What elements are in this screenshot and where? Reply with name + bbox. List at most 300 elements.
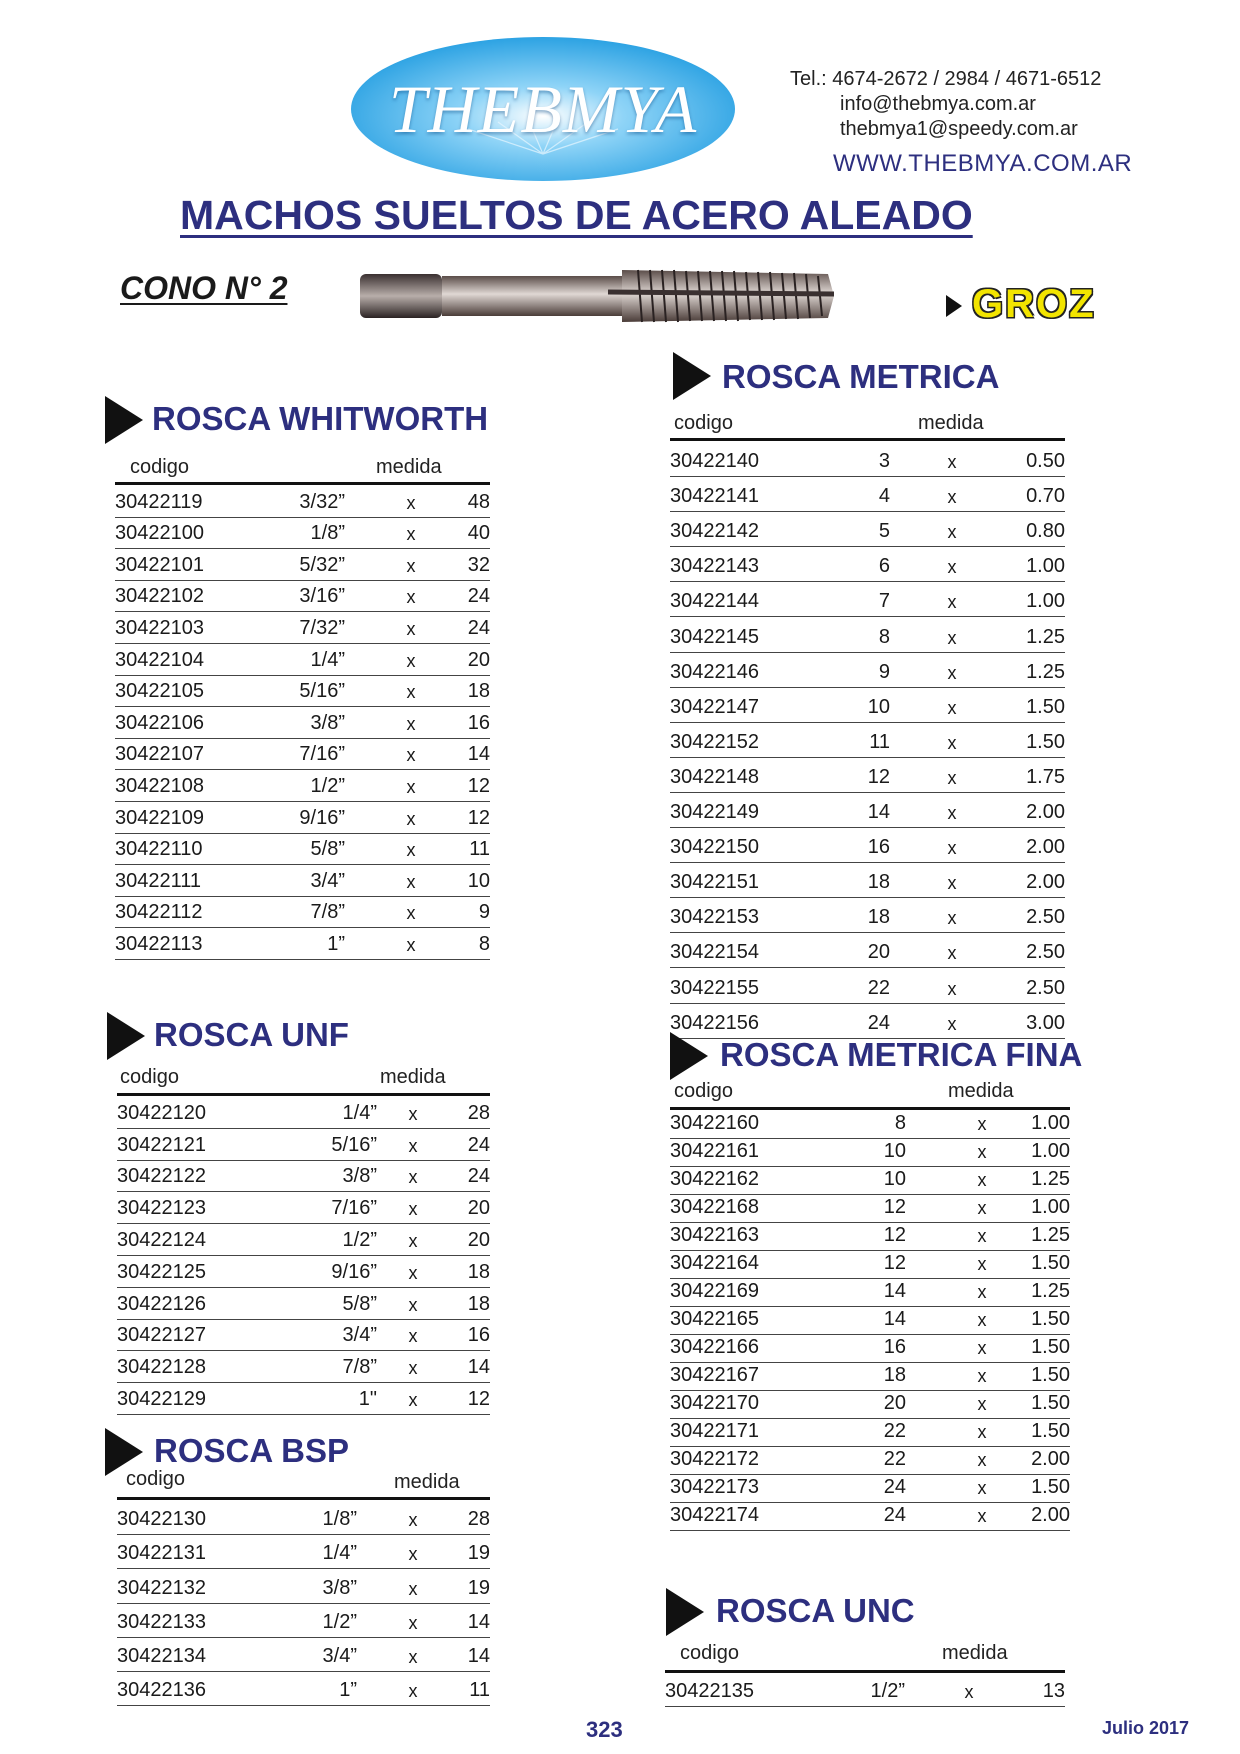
- separator-x: x: [947, 978, 957, 999]
- size-value: 16: [883, 1336, 906, 1358]
- product-code: 30422145: [670, 625, 759, 648]
- size-value: 7: [878, 590, 890, 613]
- separator-x: x: [977, 1506, 987, 1526]
- pitch-value: 1.50: [1026, 695, 1065, 718]
- pitch-value: 1.75: [1026, 765, 1065, 788]
- table-row: [115, 549, 490, 581]
- col-header-codigo: codigo: [674, 1080, 733, 1102]
- table-row: [670, 653, 1065, 688]
- product-code: 30422101: [115, 553, 204, 576]
- table-row: [670, 1335, 1070, 1363]
- table-row: [115, 518, 490, 550]
- pitch-value: 1.50: [1031, 1392, 1070, 1414]
- table-row: [670, 723, 1065, 758]
- product-code: 30422171: [670, 1420, 759, 1442]
- product-code: 30422141: [670, 485, 759, 508]
- table-row: [117, 1097, 490, 1129]
- page-number: 323: [586, 1717, 623, 1742]
- product-code: 30422127: [117, 1324, 206, 1347]
- pitch-value: 1.00: [1031, 1112, 1070, 1134]
- size-value: 9/16”: [331, 1260, 377, 1283]
- product-code: 30422149: [670, 801, 759, 824]
- pitch-value: 18: [467, 680, 490, 703]
- product-code: 30422161: [670, 1140, 759, 1162]
- header-rule: [117, 1497, 490, 1500]
- product-code: 30422128: [117, 1356, 206, 1379]
- product-code: 30422163: [670, 1224, 759, 1246]
- brand-arrow-icon: [946, 295, 962, 317]
- separator-x: x: [947, 592, 957, 613]
- pitch-value: 28: [467, 1508, 490, 1531]
- pitch-value: 13: [1042, 1680, 1065, 1702]
- pitch-value: 20: [467, 1228, 490, 1251]
- product-code: 30422106: [115, 711, 204, 734]
- size-value: 14: [867, 801, 890, 824]
- product-code: 30422140: [670, 450, 759, 473]
- separator-x: x: [406, 745, 416, 766]
- size-value: 1/2”: [342, 1228, 377, 1251]
- table-row: [117, 1129, 490, 1161]
- table-row: [115, 834, 490, 866]
- product-code: 30422153: [670, 906, 759, 929]
- separator-x: x: [408, 1578, 418, 1599]
- tap-image: [358, 252, 834, 340]
- separator-x: x: [977, 1394, 987, 1414]
- table-metrica: [670, 442, 1065, 1039]
- separator-x: x: [406, 776, 416, 797]
- header-rule: [665, 1670, 1065, 1673]
- table-whitworth: [115, 486, 490, 960]
- pitch-value: 28: [467, 1101, 490, 1124]
- size-value: 10: [883, 1140, 906, 1162]
- separator-x: x: [947, 732, 957, 753]
- table-row: [117, 1569, 490, 1603]
- product-code: 30422143: [670, 555, 759, 578]
- cono-label: CONO N° 2: [120, 270, 288, 306]
- table-bsp: [117, 1501, 490, 1706]
- pitch-value: 1.50: [1031, 1364, 1070, 1386]
- separator-x: x: [406, 840, 416, 861]
- table-row: [670, 1447, 1070, 1475]
- separator-x: x: [977, 1310, 987, 1330]
- table-row: [670, 1004, 1065, 1039]
- table-row: [670, 1139, 1070, 1167]
- table-row: [670, 898, 1065, 933]
- table-row: [115, 770, 490, 802]
- pitch-value: 0.80: [1026, 520, 1065, 543]
- header-rule: [670, 1107, 1070, 1110]
- table-row: [115, 676, 490, 708]
- product-code: 30422147: [670, 695, 759, 718]
- pitch-value: 0.70: [1026, 485, 1065, 508]
- product-code: 30422105: [115, 680, 204, 703]
- pitch-value: 1.00: [1026, 555, 1065, 578]
- section-title-unc: ROSCA UNC: [716, 1592, 915, 1629]
- separator-x: x: [406, 524, 416, 545]
- table-unf: [117, 1097, 490, 1415]
- pitch-value: 19: [467, 1576, 490, 1599]
- separator-x: x: [406, 587, 416, 608]
- product-code: 30422150: [670, 836, 759, 859]
- table-row: [670, 793, 1065, 828]
- size-value: 5/16”: [299, 680, 345, 703]
- pitch-value: 40: [467, 522, 490, 545]
- table-row: [670, 933, 1065, 968]
- size-value: 24: [867, 1011, 890, 1034]
- separator-x: x: [408, 1262, 418, 1283]
- product-code: 30422166: [670, 1336, 759, 1358]
- size-value: 22: [883, 1448, 906, 1470]
- table-row: [115, 928, 490, 960]
- table-row: [670, 1279, 1070, 1307]
- table-row: [670, 1503, 1070, 1531]
- separator-x: x: [408, 1135, 418, 1156]
- section-title-metrica-fina: ROSCA METRICA FINA: [720, 1036, 1083, 1073]
- separator-x: x: [408, 1294, 418, 1315]
- product-code: 30422125: [117, 1260, 206, 1283]
- size-value: 9/16”: [299, 806, 345, 829]
- pitch-value: 1.50: [1031, 1476, 1070, 1498]
- size-value: 10: [867, 695, 890, 718]
- separator-x: x: [977, 1450, 987, 1470]
- col-header-medida: medida: [918, 412, 984, 434]
- separator-x: x: [408, 1167, 418, 1188]
- separator-x: x: [947, 767, 957, 788]
- pitch-value: 24: [467, 585, 490, 608]
- size-value: 7/8”: [342, 1356, 377, 1379]
- pitch-value: 11: [469, 838, 490, 861]
- size-value: 1/2”: [310, 774, 345, 797]
- pitch-value: 1.25: [1031, 1224, 1070, 1246]
- table-row: [670, 968, 1065, 1003]
- website-link[interactable]: WWW.THEBMYA.COM.AR: [833, 150, 1133, 177]
- pitch-value: 1.50: [1031, 1252, 1070, 1274]
- size-value: 1/2”: [870, 1680, 905, 1702]
- separator-x: x: [947, 557, 957, 578]
- product-code: 30422131: [117, 1542, 206, 1565]
- product-code: 30422170: [670, 1392, 759, 1414]
- pitch-value: 24: [467, 1133, 490, 1156]
- product-code: 30422154: [670, 941, 759, 964]
- pitch-value: 14: [467, 1610, 490, 1633]
- brand-logo: [348, 34, 738, 184]
- size-value: 22: [883, 1420, 906, 1442]
- size-value: 18: [867, 906, 890, 929]
- size-value: 11: [869, 730, 890, 753]
- table-row: [117, 1161, 490, 1193]
- size-value: 14: [883, 1280, 906, 1302]
- table-row: [117, 1288, 490, 1320]
- separator-x: x: [977, 1478, 987, 1498]
- page-title: MACHOS SUELTOS DE ACERO ALEADO: [180, 192, 973, 238]
- table-unc: [665, 1674, 1065, 1707]
- table-row: [670, 1167, 1070, 1195]
- col-header-medida: medida: [376, 456, 442, 478]
- size-value: 8: [894, 1112, 906, 1134]
- product-code: 30422110: [115, 838, 203, 861]
- pitch-value: 2.00: [1031, 1504, 1070, 1526]
- product-code: 30422122: [117, 1165, 206, 1188]
- col-header-medida: medida: [380, 1066, 446, 1088]
- table-row: [670, 828, 1065, 863]
- separator-x: x: [964, 1682, 974, 1702]
- table-row: [670, 1223, 1070, 1251]
- separator-x: x: [977, 1226, 987, 1246]
- table-row: [117, 1604, 490, 1638]
- product-code: 30422123: [117, 1197, 206, 1220]
- col-header-codigo: codigo: [680, 1642, 739, 1664]
- pitch-value: 2.50: [1026, 941, 1065, 964]
- pitch-value: 1.00: [1031, 1196, 1070, 1218]
- pitch-value: 16: [467, 1324, 490, 1347]
- size-value: 12: [883, 1196, 906, 1218]
- product-code: 30422134: [117, 1644, 206, 1667]
- separator-x: x: [977, 1198, 987, 1218]
- size-value: 24: [883, 1476, 906, 1498]
- separator-x: x: [406, 934, 416, 955]
- email-link[interactable]: info@thebmya.com.ar: [840, 93, 1036, 115]
- size-value: 1”: [339, 1679, 357, 1702]
- section-arrow-icon: [107, 1012, 145, 1060]
- separator-x: x: [406, 903, 416, 924]
- separator-x: x: [977, 1142, 987, 1162]
- pitch-value: 0.50: [1026, 450, 1065, 473]
- separator-x: x: [947, 627, 957, 648]
- header-rule: [115, 482, 490, 485]
- size-value: 9: [878, 660, 890, 683]
- separator-x: x: [977, 1114, 987, 1134]
- table-row: [670, 1111, 1070, 1139]
- product-code: 30422155: [670, 976, 759, 999]
- separator-x: x: [408, 1199, 418, 1220]
- table-row: [117, 1192, 490, 1224]
- table-row: [117, 1351, 490, 1383]
- section-title-whitworth: ROSCA WHITWORTH: [152, 400, 489, 437]
- product-code: 30422162: [670, 1168, 759, 1190]
- product-code: 30422108: [115, 774, 204, 797]
- table-row: [670, 1475, 1070, 1503]
- size-value: 5/16”: [331, 1133, 377, 1156]
- product-code: 30422121: [117, 1133, 206, 1156]
- product-code: 30422113: [115, 932, 203, 955]
- product-code: 30422133: [117, 1610, 206, 1633]
- product-code: 30422120: [117, 1101, 206, 1124]
- size-value: 7/16”: [299, 743, 345, 766]
- pitch-value: 18: [467, 1292, 490, 1315]
- separator-x: x: [947, 697, 957, 718]
- size-value: 18: [867, 871, 890, 894]
- pitch-value: 32: [467, 553, 490, 576]
- table-row: [670, 477, 1065, 512]
- pitch-value: 16: [467, 711, 490, 734]
- section-arrow-icon: [105, 396, 143, 444]
- product-code: 30422100: [115, 522, 204, 545]
- pitch-value: 24: [467, 1165, 490, 1188]
- table-row: [665, 1674, 1065, 1707]
- separator-x: x: [406, 682, 416, 703]
- size-value: 3/16”: [299, 585, 345, 608]
- separator-x: x: [947, 452, 957, 473]
- size-value: 4: [878, 485, 890, 508]
- pitch-value: 20: [467, 648, 490, 671]
- size-value: 1/4”: [342, 1101, 377, 1124]
- col-header-codigo: codigo: [120, 1066, 179, 1088]
- section-arrow-icon: [666, 1588, 704, 1636]
- product-code: 30422169: [670, 1280, 759, 1302]
- product-code: 30422165: [670, 1308, 759, 1330]
- size-value: 7/8”: [310, 901, 345, 924]
- size-value: 3/8”: [342, 1165, 377, 1188]
- size-value: 7/32”: [299, 616, 345, 639]
- section-title-unf: ROSCA UNF: [154, 1016, 349, 1053]
- separator-x: x: [947, 1013, 957, 1034]
- tap-tool-icon: [358, 252, 834, 340]
- separator-x: x: [406, 808, 416, 829]
- product-code: 30422142: [670, 520, 759, 543]
- table-row: [115, 739, 490, 771]
- pitch-value: 1.25: [1026, 660, 1065, 683]
- product-code: 30422152: [670, 730, 759, 753]
- size-value: 12: [883, 1224, 906, 1246]
- product-code: 30422130: [117, 1508, 206, 1531]
- product-code: 30422168: [670, 1196, 759, 1218]
- size-value: 1": [358, 1387, 377, 1410]
- separator-x: x: [408, 1681, 418, 1702]
- table-row: [670, 758, 1065, 793]
- size-value: 16: [867, 836, 890, 859]
- size-value: 3/8”: [310, 711, 345, 734]
- table-row: [670, 1195, 1070, 1223]
- product-code: 30422111: [115, 869, 202, 892]
- table-row: [670, 688, 1065, 723]
- separator-x: x: [977, 1422, 987, 1442]
- size-value: 3: [878, 450, 890, 473]
- separator-x: x: [947, 522, 957, 543]
- size-value: 18: [883, 1364, 906, 1386]
- table-row: [117, 1256, 490, 1288]
- size-value: 1/4”: [322, 1542, 357, 1565]
- product-code: 30422160: [670, 1112, 759, 1134]
- table-row: [670, 1251, 1070, 1279]
- col-header-medida: medida: [948, 1080, 1014, 1102]
- size-value: 1”: [327, 932, 345, 955]
- table-row: [115, 707, 490, 739]
- separator-x: x: [408, 1230, 418, 1251]
- product-code: 30422112: [115, 901, 203, 924]
- pitch-value: 12: [467, 774, 490, 797]
- size-value: 1/4”: [310, 648, 345, 671]
- pitch-value: 2.50: [1026, 906, 1065, 929]
- table-row: [117, 1672, 490, 1706]
- product-code: 30422136: [117, 1679, 206, 1702]
- size-value: 3/4”: [342, 1324, 377, 1347]
- separator-x: x: [408, 1358, 418, 1379]
- product-code: 30422144: [670, 590, 759, 613]
- size-value: 14: [883, 1308, 906, 1330]
- product-code: 30422135: [665, 1680, 754, 1702]
- col-header-medida: medida: [942, 1642, 1008, 1664]
- table-row: [117, 1501, 490, 1535]
- size-value: 12: [883, 1252, 906, 1274]
- pitch-value: 24: [467, 616, 490, 639]
- pitch-value: 2.00: [1026, 871, 1065, 894]
- separator-x: x: [408, 1544, 418, 1565]
- separator-x: x: [408, 1646, 418, 1667]
- pitch-value: 2.50: [1026, 976, 1065, 999]
- header-rule: [670, 438, 1065, 441]
- table-row: [115, 644, 490, 676]
- separator-x: x: [947, 908, 957, 929]
- table-row: [117, 1383, 490, 1415]
- size-value: 20: [867, 941, 890, 964]
- email-link-secondary[interactable]: thebmya1@speedy.com.ar: [840, 118, 1078, 140]
- pitch-value: 1.50: [1026, 730, 1065, 753]
- product-code: 30422174: [670, 1504, 759, 1526]
- product-code: 30422104: [115, 648, 204, 671]
- separator-x: x: [406, 713, 416, 734]
- size-value: 1/8”: [322, 1508, 357, 1531]
- table-metrica-fina: [670, 1111, 1070, 1531]
- separator-x: x: [947, 662, 957, 683]
- product-code: 30422151: [670, 871, 759, 894]
- size-value: 8: [878, 625, 890, 648]
- section-arrow-icon: [673, 352, 711, 400]
- product-code: 30422164: [670, 1252, 759, 1274]
- table-row: [670, 1391, 1070, 1419]
- pitch-value: 10: [467, 869, 490, 892]
- pitch-value: 12: [467, 806, 490, 829]
- pitch-value: 48: [467, 490, 490, 513]
- table-row: [115, 486, 490, 518]
- product-code: 30422107: [115, 743, 204, 766]
- separator-x: x: [977, 1254, 987, 1274]
- pitch-value: 14: [467, 1356, 490, 1379]
- size-value: 6: [878, 555, 890, 578]
- product-code: 30422173: [670, 1476, 759, 1498]
- separator-x: x: [408, 1389, 418, 1410]
- header-rule: [117, 1093, 490, 1096]
- product-code: 30422119: [115, 490, 203, 513]
- pitch-value: 20: [467, 1197, 490, 1220]
- pitch-value: 18: [467, 1260, 490, 1283]
- table-row: [115, 802, 490, 834]
- size-value: 24: [883, 1504, 906, 1526]
- product-code: 30422124: [117, 1228, 206, 1251]
- separator-x: x: [408, 1510, 418, 1531]
- brand-name: GROZ: [972, 282, 1096, 326]
- table-row: [670, 1419, 1070, 1447]
- table-row: [115, 897, 490, 929]
- table-row: [115, 865, 490, 897]
- size-value: 3/4”: [310, 869, 345, 892]
- separator-x: x: [947, 873, 957, 894]
- table-row: [670, 1307, 1070, 1335]
- table-row: [670, 1363, 1070, 1391]
- size-value: 22: [867, 976, 890, 999]
- pitch-value: 14: [467, 743, 490, 766]
- table-row: [670, 863, 1065, 898]
- product-code: 30422109: [115, 806, 204, 829]
- product-code: 30422156: [670, 1011, 759, 1034]
- separator-x: x: [408, 1103, 418, 1124]
- pitch-value: 1.50: [1031, 1336, 1070, 1358]
- product-code: 30422126: [117, 1292, 206, 1315]
- separator-x: x: [947, 943, 957, 964]
- separator-x: x: [947, 803, 957, 824]
- table-row: [670, 582, 1065, 617]
- size-value: 5/8”: [310, 838, 345, 861]
- pitch-value: 2.00: [1026, 801, 1065, 824]
